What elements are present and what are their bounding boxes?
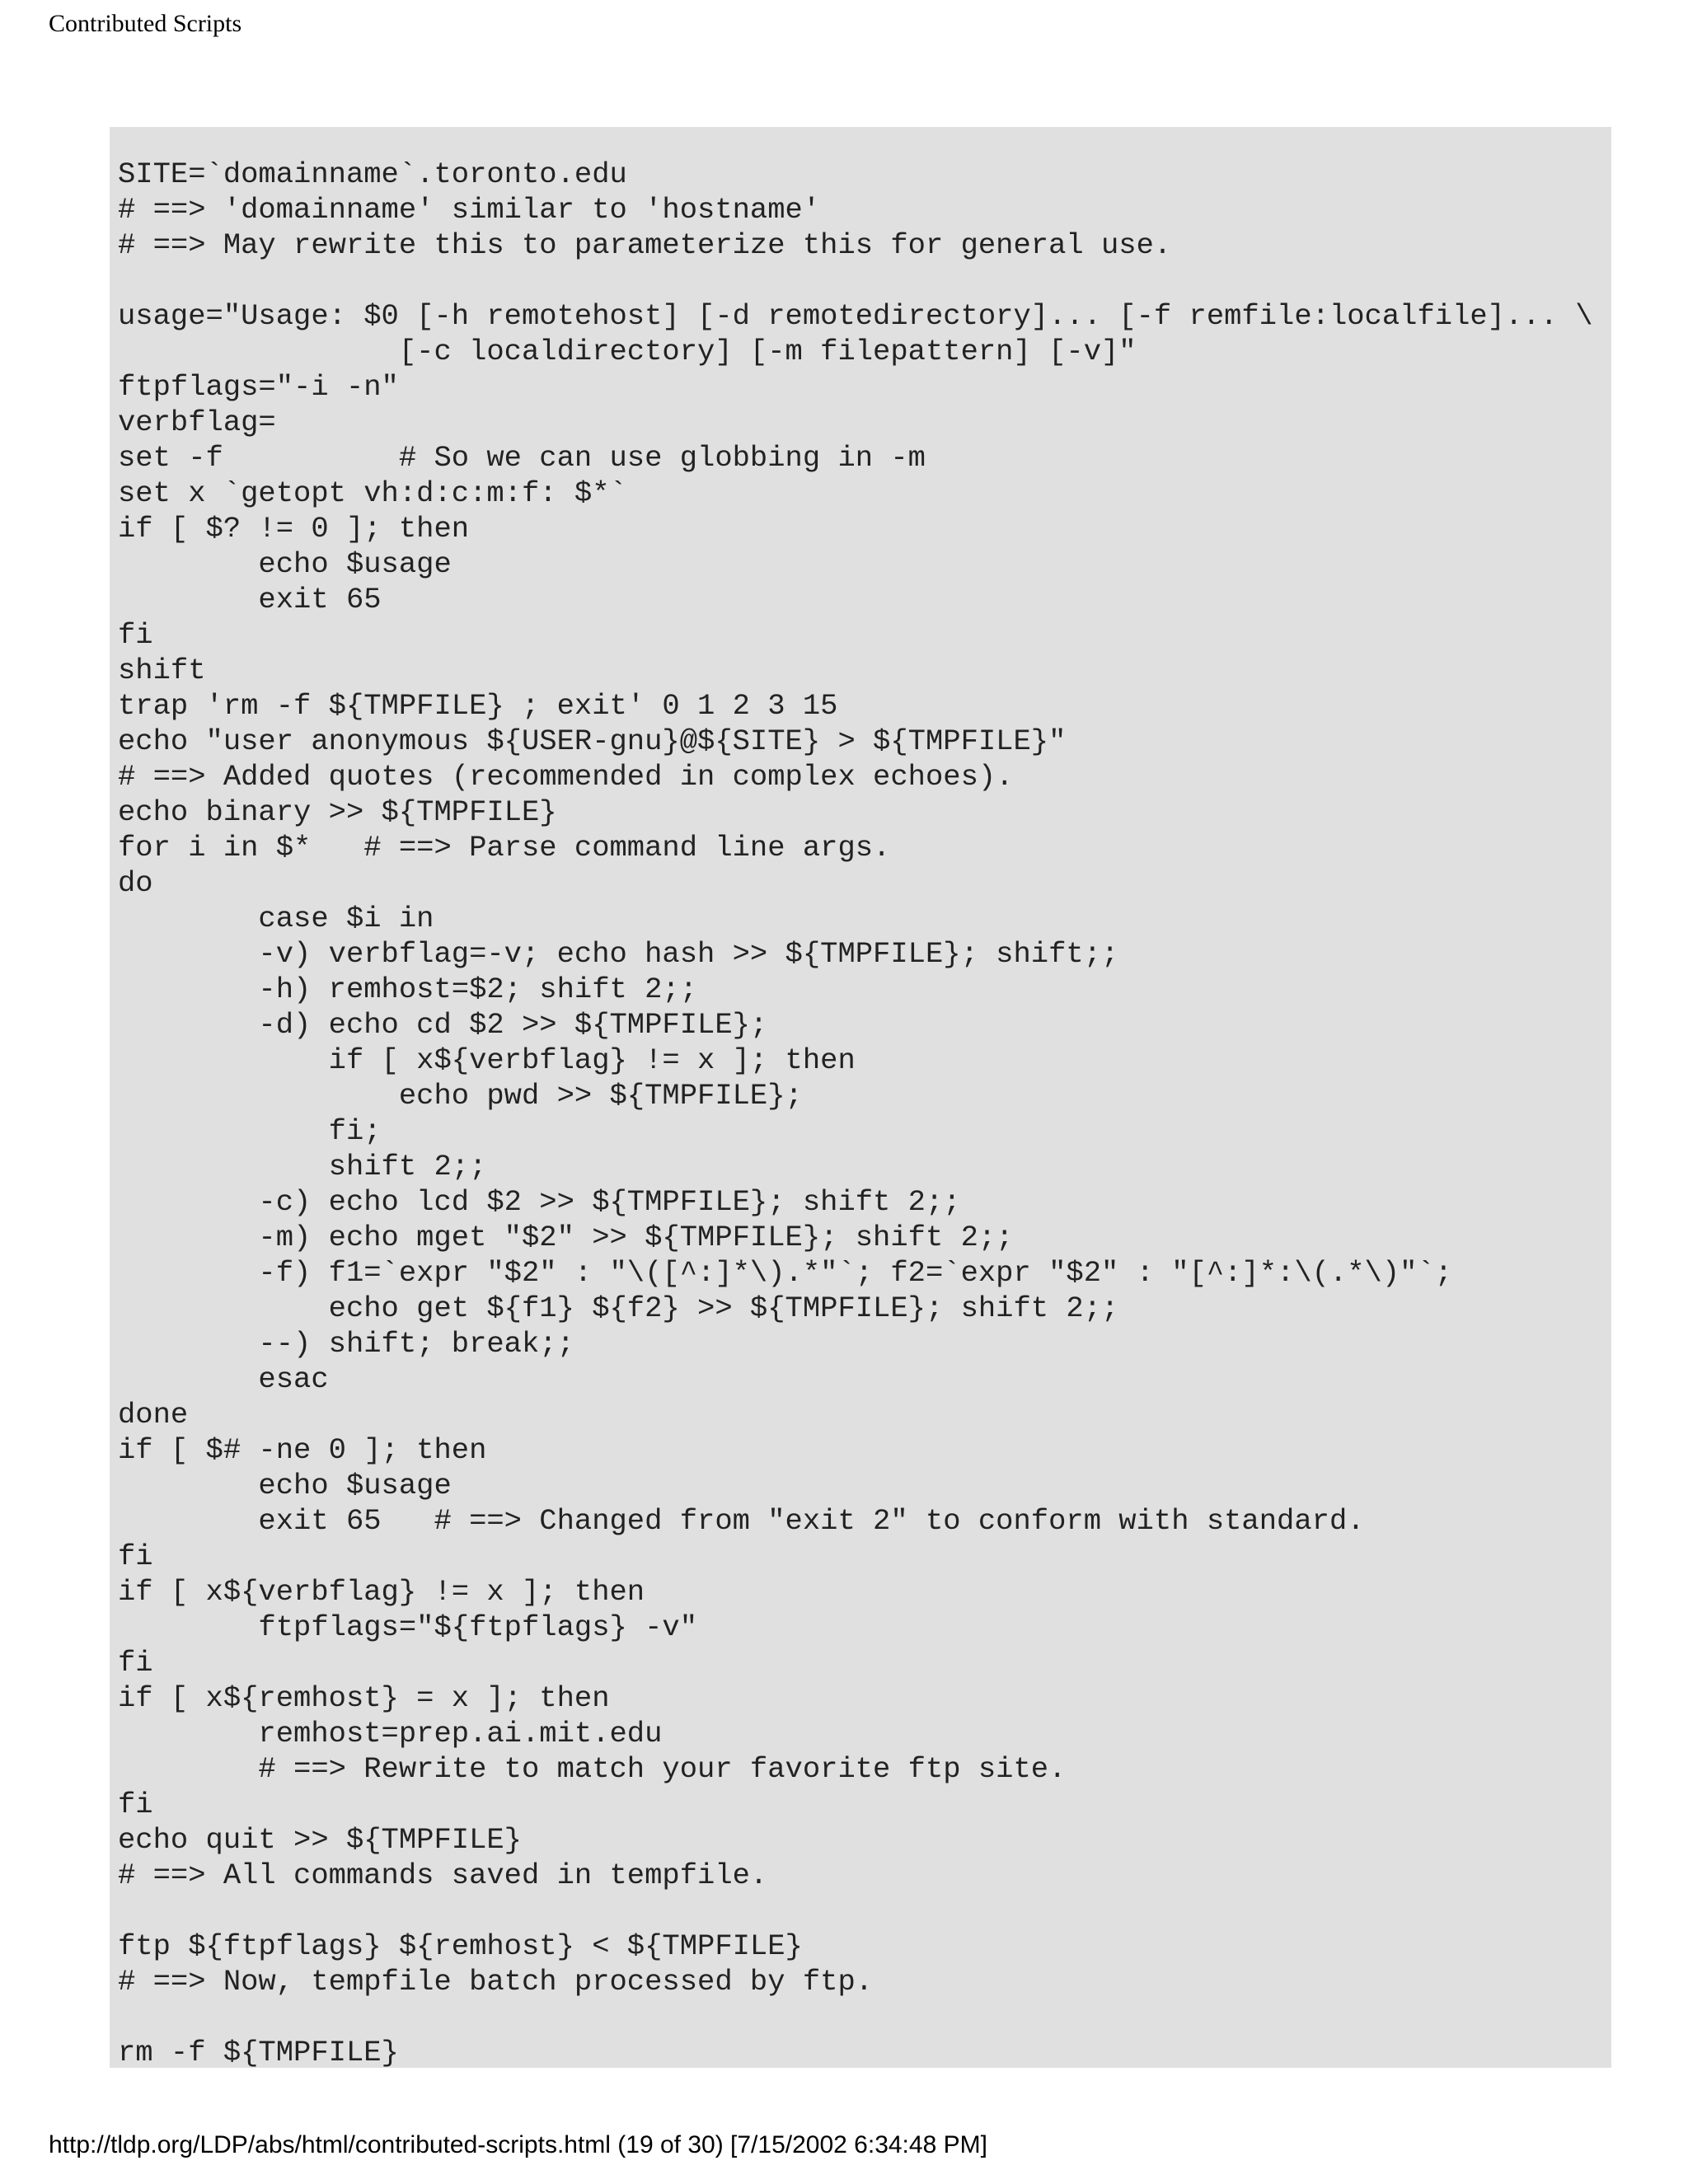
code-line: echo "user anonymous ${USER-gnu}@${SITE} > ${TMPFILE}" — [118, 724, 1067, 758]
code-line: shift — [118, 654, 206, 687]
code-line: -h) remhost=$2; shift 2;; — [118, 972, 698, 1006]
code-line: shift 2;; — [118, 1150, 487, 1183]
code-line: # ==> Rewrite to match your favorite ftp site. — [118, 1752, 1067, 1786]
code-line: -c) echo lcd $2 >> ${TMPFILE}; shift 2;; — [118, 1185, 961, 1219]
code-line: --) shift; break;; — [118, 1327, 574, 1361]
code-line: -f) f1=`expr "$2" : "\([^:]*\).*"`; f2=`expr "$2" : "[^:]*:\(.*\)"`; — [118, 1256, 1453, 1290]
code-line: # ==> Now, tempfile batch processed by ftp. — [118, 1965, 874, 1999]
code-line: exit 65 # ==> Changed from "exit 2" to conform with standard. — [118, 1504, 1365, 1538]
code-line: ftpflags="${ftpflags} -v" — [118, 1610, 698, 1644]
code-line: echo binary >> ${TMPFILE} — [118, 795, 557, 829]
code-line: # ==> 'domainname' similar to 'hostname' — [118, 193, 821, 227]
code-line: trap 'rm -f ${TMPFILE} ; exit' 0 1 2 3 15 — [118, 689, 838, 723]
code-line: for i in $* # ==> Parse command line args. — [118, 831, 891, 865]
code-line: if [ $? != 0 ]; then — [118, 512, 470, 546]
code-line: fi — [118, 1646, 153, 1680]
code-line: ftpflags="-i -n" — [118, 370, 399, 404]
code-line: echo quit >> ${TMPFILE} — [118, 1823, 522, 1857]
code-line: -m) echo mget "$2" >> ${TMPFILE}; shift 2;; — [118, 1221, 1014, 1254]
code-line: ftp ${ftpflags} ${remhost} < ${TMPFILE} — [118, 1929, 803, 1963]
code-line: fi; — [118, 1114, 382, 1148]
code-line: done — [118, 1398, 189, 1432]
code-listing-box — [110, 127, 1611, 2068]
code-line: if [ x${remhost} = x ]; then — [118, 1681, 610, 1715]
code-line: usage="Usage: $0 [-h remotehost] [-d remotedirectory]... [-f remfile:localfile]... \ — [118, 299, 1593, 333]
code-line: fi — [118, 1540, 153, 1573]
code-line: esac — [118, 1362, 329, 1396]
code-line: echo pwd >> ${TMPFILE}; — [118, 1079, 803, 1113]
code-line: -v) verbflag=-v; echo hash >> ${TMPFILE}; shift;; — [118, 937, 1119, 971]
code-line: if [ $# -ne 0 ]; then — [118, 1433, 487, 1467]
code-line: remhost=prep.ai.mit.edu — [118, 1717, 663, 1750]
code-line: rm -f ${TMPFILE} — [118, 2036, 399, 2069]
code-line: do — [118, 866, 153, 900]
code-line: -d) echo cd $2 >> ${TMPFILE}; — [118, 1008, 768, 1042]
code-line: fi — [118, 1788, 153, 1821]
code-line: echo $usage — [118, 547, 452, 581]
code-line: [-c localdirectory] [-m filepattern] [-v]" — [118, 335, 1137, 368]
code-line: fi — [118, 618, 153, 652]
code-line: if [ x${verbflag} != x ]; then — [118, 1575, 645, 1609]
code-line: echo get ${f1} ${f2} >> ${TMPFILE}; shift 2;; — [118, 1291, 1119, 1325]
code-block — [118, 157, 1611, 2070]
code-line: SITE=`domainname`.toronto.edu — [118, 157, 627, 191]
code-line: if [ x${verbflag} != x ]; then — [118, 1043, 856, 1077]
code-line: # ==> May rewrite this to parameterize this for general use. — [118, 228, 1172, 262]
page-footer-url: http://tldp.org/LDP/abs/html/contributed-scripts.html (19 of 30) [7/15/2002 6:34:48 PM] — [49, 2131, 987, 2158]
page-header-title: Contributed Scripts — [49, 10, 242, 37]
code-line: # ==> All commands saved in tempfile. — [118, 1858, 768, 1892]
code-line: set x `getopt vh:d:c:m:f: $*` — [118, 476, 627, 510]
code-line: exit 65 — [118, 583, 382, 616]
code-line: echo $usage — [118, 1469, 452, 1502]
code-line: set -f # So we can use globbing in -m — [118, 441, 926, 475]
code-line: # ==> Added quotes (recommended in complex echoes). — [118, 760, 1014, 794]
code-line: case $i in — [118, 902, 434, 935]
code-line: verbflag= — [118, 405, 276, 439]
